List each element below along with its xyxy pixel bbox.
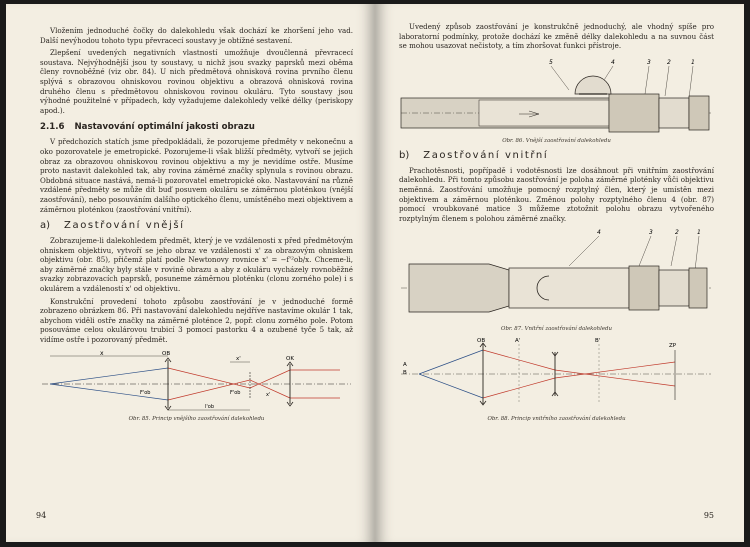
fig88-label-zp: ZP [669,343,677,350]
figure-86-drawing [399,54,714,136]
paragraph: Konstrukční provedení tohoto způsobu zaostřování je v jednoduché formě zobrazeno obrázkem 86. Při nastavování dalekohledu nejdříve nastavíme okulár 1 tak, abychom viděli ostře značky na záměrné ploténce 2, popř. clonu zorného pole. Potom posouváme celou okulárovou trubicí 3 pomocí pastorku 4 a ozubené tyče 5 tak, až vidíme ostře i pozorovaný předmět. [40,296,353,345]
fig87-label: 1 [697,229,701,237]
fig88-label-a: A [403,362,407,369]
fig86-label: 2 [667,58,671,66]
fig88-label-b: B [403,370,407,377]
figure-caption: Obr. 88. Princip vnitřního zaostřování dalekohledu [487,416,626,423]
section-heading [40,122,353,132]
page-number: 95 [703,511,714,520]
fig88-label-b1: B' [595,338,601,345]
subsection-heading [40,220,353,231]
section-title: Nastavování optimální jakosti obrazu [74,122,255,133]
subsection-number: b) [399,149,410,161]
fig88-label-ob: OB [477,338,486,345]
fig86-label: 4 [611,58,615,66]
subsection-title: Zaostřování vnější [64,220,185,232]
fig88-label-a1: A' [515,338,521,345]
subsection-title: Zaostřování vnitřní [423,149,549,161]
paragraph: Vložením jednoduché čočky do dalekohledu však dochází ke zhoršení jeho vad. Další nevýhodou tohoto typu převracecí soustavy je obtížné sestavení. [40,26,353,45]
fig86-label: 5 [549,58,553,66]
fig86-label: 1 [691,58,695,66]
page-left [6,4,375,542]
figure-88-diagram [399,336,714,414]
fig85-label-ob: OB [162,350,171,357]
fig87-label: 2 [675,229,679,237]
figure-caption: Obr. 85. Princip vnějšího zaostřování dalekohledu [128,415,265,422]
paragraph: Zobrazujeme-li dalekohledem předmět, který je ve vzdálenosti x před předmětovým ohniskem objektivu, vytvoří se jeho obraz ve vzdálenosti x' za obrazovým ohniskem objektivu (obr. 85), přičemž platí podle Newtonovy rovnice x' = −f'²ob/x. Chceme-li, aby záměrné značky byly stále v rovině obrazu a aby z okuláru vycházely rovnoběžné svazky zobrazovacích paprsků, posuneme záměrnou ploténku (clonu zorného pole) i s okulárem a vzdáleností x' od objektivu. [40,236,353,294]
paragraph: V předchozích statích jsme předpokládali, že pozorujeme předměty v nekonečnu a oko pozorovatele je emetropické. Pozorujeme-li však bližší předměty, vytvoří se jejich obraz za obrazovou ohniskovou rovinou objektivu a my je nevidíme ostře. Musíme proto nastavit dalekohled tak, aby rovina záměrné značky splynula s rovinou obrazu. Obdobná situace nastává, nemá-li pozorovatel emetropické oko. Nastavování na různě vzdálené předměty se může dít buď posuvem okuláru se záměrnou ploténkou (vnější zaostřování), nebo posouváním dalšího optického členu, umístěného mezi objektivem a záměrnou ploténkou (zaostřování vnitřní). [40,137,353,214]
fig85-label-xp: x' [236,355,241,362]
fig85-label-zp: x' [266,391,271,398]
fig86-label: 3 [647,58,651,66]
fig85-label-ok: OK [286,355,294,362]
figure-87-drawing [399,226,714,324]
paragraph: Zlepšení uvedených negativních vlastností umožňuje dvoučlenná převracecí soustava. Nejvýhodnější jsou ty soustavy, u nichž jsou svazky paprsků mezi oběma členy rovnoběžné (viz obr. 84). U nich předmětová ohnisková rovina prvního členu splývá s obrazovou ohniskovou rovinou objektivu a obrazová ohnisková rovina druhého členu s předmětovou ohniskovou rovinou okuláru. Tyto soustavy jsou výhodné použitelné v případech, kdy vyžadujeme dalekohledy velké délky (periskopy apod.). [40,48,353,115]
fig87-label: 3 [649,229,653,237]
paragraph: Prachotěsnosti, popřípadě i vodotěsnosti lze dosáhnout při vnitřním zaostřování dalekohledu. Při tomto způsobu zaostřování je poloha záměrné ploténky vůči objektivu neměnná. Zaostřování umožňuje pomocný rozptylný člen, který je umístěn mezi objektivem a záměrnou ploténkou. Změnou polohy rozptylného členu 4 (obr. 87) pomocí vroubkované matice 3 můžeme ztotožnit polohu obrazu vytvořeného rozptylným členem s polohou záměrné značky. [399,165,714,223]
page-number: 94 [36,511,47,520]
figure-caption: Obr. 87. Vnitřní zaostřování dalekohledu [501,326,612,333]
figure-caption: Obr. 86. Vnější zaostřování dalekohledu [502,137,611,144]
fig85-label-fobp: F'ob [230,389,241,396]
section-number: 2.1.6 [40,122,65,133]
book-spread [6,4,744,542]
subsection-number: a) [40,220,51,232]
fig87-label: 4 [597,229,601,237]
fig85-label-x: x [100,349,104,357]
fig85-label-fob: F'ob [140,389,151,396]
page-right [375,4,744,542]
subsection-heading [399,150,714,161]
paragraph: Uvedený způsob zaostřování je konstrukčně jednoduchý, ale vhodný spíše pro laboratorní podmínky, protože dochází ke změně délky dalekohledu a na suvnou část se mohou usazovat nečistoty, a tím zhoršovat funkci přístroje. [399,22,714,51]
fig85-label-lob: l'ob [205,403,214,410]
figure-85-diagram [40,348,353,414]
